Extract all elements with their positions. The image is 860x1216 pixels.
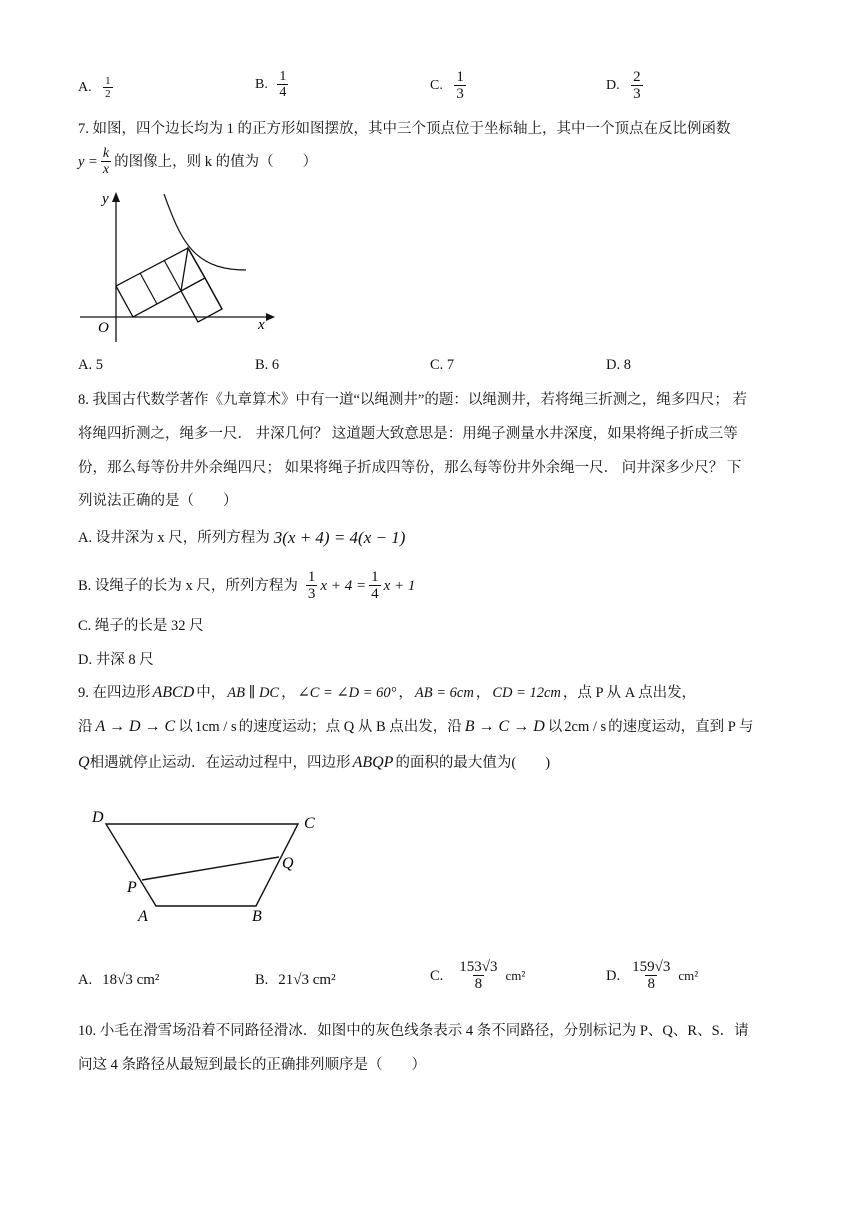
q7-k-over-x: $\frac{k}{x}$ <box>102 146 110 177</box>
y-axis-arrow <box>112 192 120 202</box>
q6-a-fraction: $\frac{1}{2}$ <box>105 75 111 100</box>
q6-b-fraction: $\frac{1}{4}$ <box>279 69 287 100</box>
hyperbola-curve <box>164 194 246 270</box>
q8-stem-line2: 将绳四折测之，绳多一尺． 井深几何？ 这道题大致意思是：用绳子测量水井深度，如果将绳子折成三等 <box>78 426 738 442</box>
label-c: C <box>304 815 315 832</box>
q9-stem-line1: 9. 在四边形 ABCD 中， AB ∥ DC ， ∠C = ∠D = 60° ， AB = 6cm ， CD = 12cm ，点 P 从 A 点出发， <box>78 684 697 701</box>
frac-one-fourth: $\frac{1}{4}$ <box>371 569 379 602</box>
q7-stem-line1: 7. 如图，四个边长均为 1 的正方形如图摆放，其中三个顶点位于坐标轴上，其中一个顶点在反比例函数 <box>78 121 731 137</box>
label-q: Q <box>282 855 294 872</box>
q9-option-a: A. 18√3 cm² <box>78 972 160 988</box>
q8-stem-line4: 列说法正确的是（ ） <box>78 493 238 509</box>
label-x: x <box>258 317 265 333</box>
q8-option-d: D. 井深 8 尺 <box>78 652 154 668</box>
q8-option-c: C. 绳子的长是 32 尺 <box>78 618 204 634</box>
q8-stem-line3: 份，那么每等份井外余绳四尺； 如果将绳子折成四等份，那么每等份井外余绳一尺． 问井深多少尺？ 下 <box>78 460 742 476</box>
square-divider-2 <box>164 260 181 291</box>
x-axis-arrow <box>266 313 275 321</box>
q7-figure <box>76 186 276 346</box>
q6-c-fraction: $\frac{1}{3}$ <box>456 69 464 102</box>
label-o: O <box>98 320 109 336</box>
label-d: D <box>92 809 104 826</box>
q7-option-a: A. 5 <box>78 357 103 373</box>
q7-option-c: C. 7 <box>430 357 455 373</box>
q9-option-c: C. $\frac{153√3}{8}$ cm² <box>430 959 526 992</box>
q9-stem-line3: Q 相遇就停止运动．在运动过程中，四边形 ABQP 的面积的最大值为( ) <box>78 754 551 771</box>
q9-figure <box>86 804 336 932</box>
label-a: A <box>138 908 148 925</box>
q7-option-b: B. 6 <box>255 357 280 373</box>
q8-stem-line1: 8. 我国古代数学著作《九章算术》中有一道“以绳测井”的题：以绳测井，若将绳三折测之，绳多四尺； 若 <box>78 392 747 408</box>
q6-option-c: C. $\frac{1}{3}$ <box>430 69 464 102</box>
square-divider-3 <box>181 278 205 291</box>
label-p: P <box>127 879 137 896</box>
q8-option-b: B. 设绳子的长为 x 尺，所列方程为 $\frac{1}{3}$ x + 4 = $\frac{1}{4}$ x + 1 <box>78 569 416 602</box>
q9-d-fraction: $\frac{159√3}{8}$ <box>632 959 671 992</box>
q9-option-d: D. $\frac{159√3}{8}$ cm² <box>606 959 699 992</box>
q6-option-a: A. $\frac{1}{2}$ <box>78 75 111 100</box>
square-edge <box>188 248 222 309</box>
square-extra <box>181 248 222 322</box>
q7-stem-line2: y = $\frac{k}{x}$ 的图像上，则 k 的值为（ ） <box>78 146 318 177</box>
q6-option-d: D. $\frac{2}{3}$ <box>606 69 641 102</box>
q6-d-fraction: $\frac{2}{3}$ <box>633 69 641 102</box>
q8-option-a: A. 设井深为 x 尺，所列方程为 3(x + 4) = 4(x − 1) <box>78 528 406 547</box>
q9-stem-line2: 沿 A → D → C 以 1cm / s 的速度运动；点 Q 从 B 点出发，沿 B → C → D 以 2cm / s 的速度运动，直到 P 与 <box>78 718 754 735</box>
segment-pq <box>142 857 279 880</box>
q9-option-b: B. 21√3 cm² <box>255 972 336 988</box>
q9-c-fraction: $\frac{153√3}{8}$ <box>459 959 498 992</box>
q7-option-d: D. 8 <box>606 357 631 373</box>
label-b: B <box>252 908 262 925</box>
square-divider-1 <box>140 273 157 304</box>
q10-stem-line1: 10. 小毛在滑雪场沿着不同路径滑冰．如图中的灰色线条表示 4 条不同路径，分别标记为 P、Q、R、S．请 <box>78 1023 749 1039</box>
square-row <box>116 248 205 317</box>
frac-one-third: $\frac{1}{3}$ <box>307 569 316 602</box>
q6-option-b: B. $\frac{1}{4}$ <box>255 69 287 100</box>
q10-stem-line2: 问这 4 条路径从最短到最长的正确排列顺序是（ ） <box>78 1057 426 1073</box>
label-y: y <box>102 191 109 207</box>
